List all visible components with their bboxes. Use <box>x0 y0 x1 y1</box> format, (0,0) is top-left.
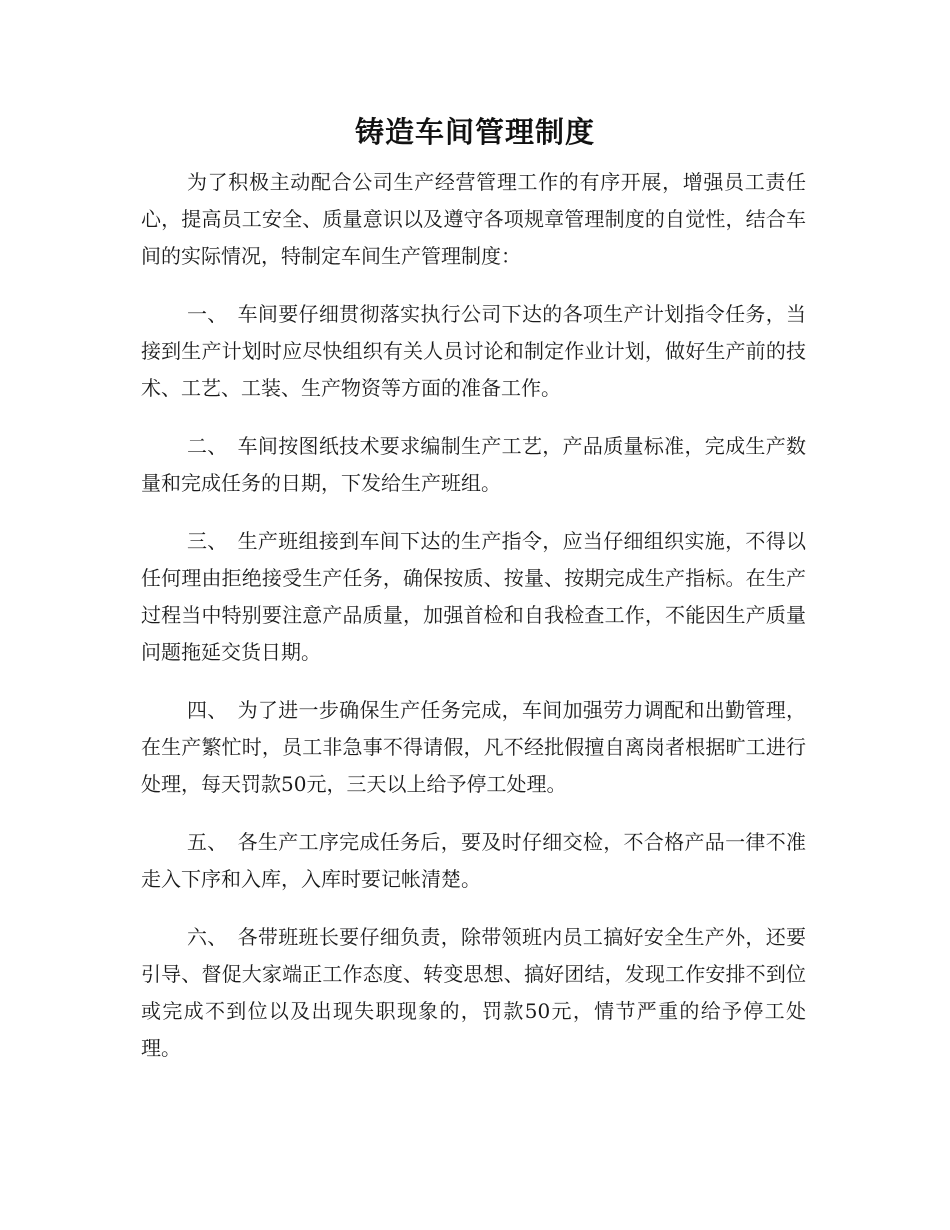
clause-2 <box>141 428 806 502</box>
clause-number: 三、 <box>187 529 228 553</box>
clause-text: 为了进一步确保生产任务完成，车间加强劳力调配和出勤管理，在生产繁忙时，员工非急事不得请假，凡不经批假擅自离岗者根据旷工进行处理，每天罚款50元，三天以上给予停工处理。 <box>141 698 807 796</box>
clause-4 <box>141 692 806 803</box>
clause-6 <box>141 919 806 1067</box>
clause-number: 五、 <box>187 830 228 854</box>
clause-1 <box>141 296 806 407</box>
intro-paragraph: 为了积极主动配合公司生产经营管理工作的有序开展，增强员工责任心，提高员工安全、质量意识以及遵守各项规章管理制度的自觉性，结合车间的实际情况，特制定车间生产管理制度： <box>141 170 806 268</box>
clause-number: 四、 <box>187 698 228 722</box>
clause-number: 一、 <box>187 302 228 326</box>
clause-3 <box>141 523 806 671</box>
clause-text: 车间按图纸技术要求编制生产工艺，产品质量标准，完成生产数量和完成任务的日期，下发给生产班组。 <box>141 434 807 495</box>
clause-text: 各生产工序完成任务后，要及时仔细交检，不合格产品一律不准走入下序和入库，入库时要记帐清楚。 <box>141 830 807 891</box>
clause-text: 车间要仔细贯彻落实执行公司下达的各项生产计划指令任务，当接到生产计划时应尽快组织有关人员讨论和制定作业计划，做好生产前的技术、工艺、工装、生产物资等方面的准备工作。 <box>141 302 807 400</box>
clause-number: 二、 <box>187 434 228 458</box>
document-title: 铸造车间管理制度 <box>354 115 595 149</box>
clause-5 <box>141 824 806 898</box>
clause-number: 六、 <box>187 925 228 949</box>
clause-text: 各带班班长要仔细负责，除带领班内员工搞好安全生产外，还要引导、督促大家端正工作态度、转变思想、搞好团结，发现工作安排不到位或完成不到位以及出现失职现象的，罚款50元，情节严重的给予停工处理。 <box>141 925 807 1060</box>
clause-text: 生产班组接到车间下达的生产指令，应当仔细组织实施，不得以任何理由拒绝接受生产任务，确保按质、按量、按期完成生产指标。在生产过程当中特别要注意产品质量，加强首检和自我检查工作，不能因生产质量问题拖延交货日期。 <box>141 529 807 664</box>
document-body <box>141 164 806 1088</box>
